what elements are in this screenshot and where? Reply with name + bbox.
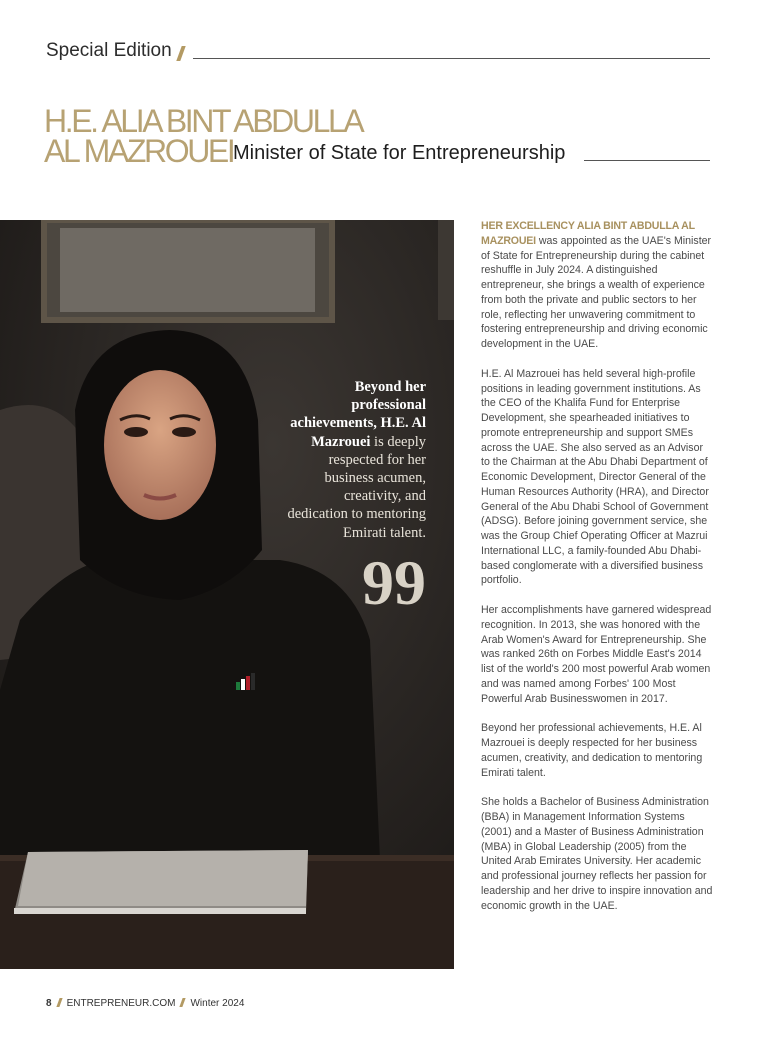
section-label: Special Edition xyxy=(46,40,172,61)
subtitle-rule xyxy=(584,160,710,161)
paragraph-5: She holds a Bachelor of Business Administration (BBA) in Management Information Systems (2001) and a Master of Business Administration (MBA) in Global Leadership (2005) from the United Arab Emirates University. Her academic and professional journey reflects her passion for leadership and her drive to inspire innovation and economic growth in the UAE. xyxy=(481,796,713,912)
section-header xyxy=(46,40,710,66)
page-footer xyxy=(46,998,244,1009)
article-body xyxy=(481,219,713,928)
name-line-1: H.E. ALIA BINT ABDULLA xyxy=(44,103,363,139)
footer-issue: Winter 2024 xyxy=(190,998,245,1009)
footer-site: ENTREPRENEUR.COM xyxy=(66,998,176,1009)
pull-quote-bold: Beyond her professional achievements, H.E. Al Mazrouei xyxy=(290,379,426,450)
name-line-2: AL MAZROUEI xyxy=(44,133,234,169)
paragraph-1 xyxy=(481,219,713,352)
lead-in: HER EXCELLENCY ALIA BINT ABDULLA AL MAZROUEI xyxy=(481,220,695,247)
quote-mark-icon: 99 xyxy=(362,547,426,618)
paragraph-2: H.E. Al Mazrouei has held several high-profile positions in leading government institutions. As the CEO of the Khalifa Fund for Enterprise Development, she spearheaded initiatives to promote entrepreneurship and support SMEs across the UAE. She also served as an Advisor to the Chairman at the Abu Dhabi Department of Economic Development, Director General of the Human Resources Authority (HRA), and Director General of the Abu Dhabi School of Government (ADSG). Before joining government service, she was the Group Chief Operating Officer at Mazrui International LLC, a family-founded Abu Dhabi-based conglomerate with a diversified business portfolio. xyxy=(481,367,709,587)
page-number: 8 xyxy=(46,998,52,1009)
paragraph-3: Her accomplishments have garnered widespread recognition. In 2013, she was honored with the Arab Women's Award for Entrepreneurship. She was ranked 26th on Forbes Middle East's 2014 list of the world's 200 most powerful Arab women and was named among Forbes' 100 Most Powerful Arab Businesswomen in 2017. xyxy=(481,604,712,705)
portrait-photo xyxy=(0,220,454,969)
header-rule xyxy=(193,58,710,59)
pull-quote-text: is deeply respected for her business acumen, creativity, and dedication to mentoring Emirati talent. xyxy=(287,433,426,541)
pull-quote xyxy=(286,378,426,542)
slash-accent-icon xyxy=(56,998,62,1007)
paragraph-1-text: was appointed as the UAE's Minister of State for Entrepreneurship during the cabinet reshuffle in July 2024. A distinguished entrepreneur, she brings a wealth of experience from both the private and public sectors to her role, reflecting her unwavering commitment to fostering entrepreneurship and driving economic development in the UAE. xyxy=(481,234,712,350)
slash-accent-icon xyxy=(180,998,186,1007)
slash-accent-icon xyxy=(176,46,185,61)
paragraph-4: Beyond her professional achievements, H.E. Al Mazrouei is deeply respected for her business acumen, creativity, and dedication to mentoring Emirati talent. xyxy=(481,722,703,779)
role-subtitle: Minister of State for Entrepreneurship xyxy=(233,142,566,164)
article-title xyxy=(44,103,724,169)
